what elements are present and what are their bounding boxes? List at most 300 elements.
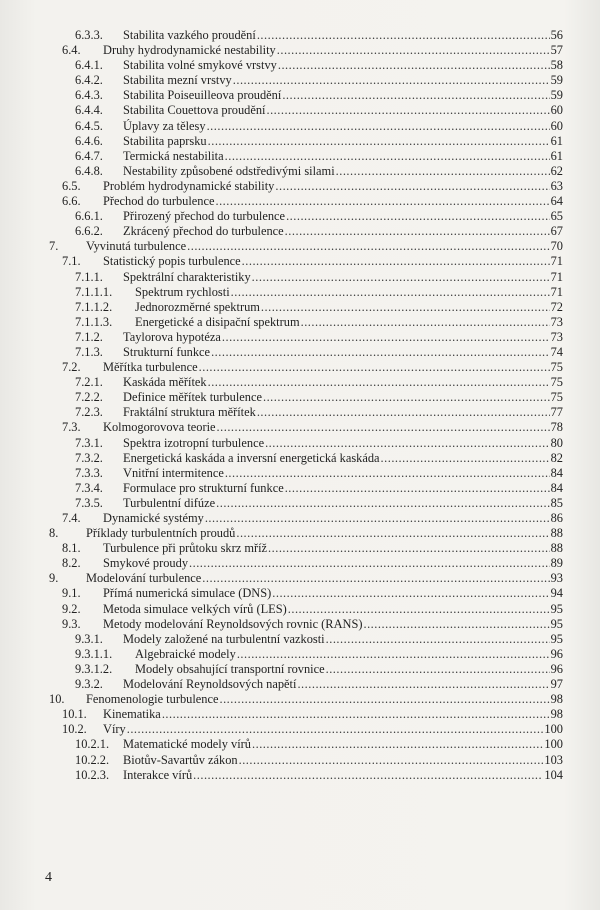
toc-entry <box>0 481 600 496</box>
toc-entry-line <box>135 315 563 330</box>
toc-dot-leader <box>242 254 550 269</box>
toc-dot-leader <box>268 541 550 556</box>
toc-entry-page: 75 <box>550 375 563 390</box>
toc-entry-number: 7.3.4. <box>75 480 103 495</box>
toc-entry <box>0 134 600 149</box>
toc-dot-leader <box>199 360 550 375</box>
toc-dot-leader <box>239 753 544 768</box>
toc-entry-title: Víry <box>103 722 126 737</box>
toc-dot-leader <box>263 390 550 405</box>
toc-dot-leader <box>236 526 549 541</box>
toc-entry <box>0 88 600 103</box>
toc-entry-number: 7.2.1. <box>75 375 103 390</box>
toc-dot-leader <box>233 73 550 88</box>
toc-entry-page: 88 <box>550 526 563 541</box>
toc-entry-page: 57 <box>550 43 563 58</box>
toc-entry <box>0 526 600 541</box>
toc-entry-number: 7.1.2. <box>75 329 103 344</box>
toc-entry-page: 104 <box>544 767 563 782</box>
toc-dot-leader <box>252 270 550 285</box>
toc-entry <box>0 58 600 73</box>
toc-entry <box>0 405 600 420</box>
toc-entry-number: 7.1.1.3. <box>75 314 113 329</box>
toc-entry-line <box>123 737 563 752</box>
toc-entry-line <box>123 149 563 164</box>
toc-entry-page: 77 <box>550 405 563 420</box>
toc-entry-page: 84 <box>550 465 563 480</box>
toc-entry-title: Stabilita Poiseuilleova proudění <box>123 88 282 103</box>
toc-entry-line <box>123 103 563 118</box>
toc-entry-line <box>103 254 563 269</box>
toc-entry-number: 9.3.1.1. <box>75 646 113 661</box>
toc-entry-line <box>103 511 563 526</box>
toc-entry <box>0 586 600 601</box>
toc-entry-number: 7.3.2. <box>75 450 103 465</box>
toc-dot-leader <box>272 586 549 601</box>
toc-entry <box>0 556 600 571</box>
toc-dot-leader <box>225 149 550 164</box>
toc-dot-leader <box>275 179 549 194</box>
toc-dot-leader <box>208 375 550 390</box>
toc-entry-line <box>103 722 563 737</box>
toc-entry-title: Nestability způsobené odstředivými silami <box>123 163 335 178</box>
toc-entry-line <box>103 556 563 571</box>
toc-entry-page: 82 <box>550 450 563 465</box>
toc-dot-leader <box>207 119 550 134</box>
toc-entry-page: 100 <box>544 737 563 752</box>
toc-entry-title: Problém hydrodynamické stability <box>103 178 275 193</box>
toc-dot-leader <box>211 345 550 360</box>
toc-entry-line <box>123 753 563 768</box>
toc-entry <box>0 647 600 662</box>
toc-entry-number: 7.2.2. <box>75 390 103 405</box>
toc-dot-leader <box>326 632 550 647</box>
toc-entry <box>0 707 600 722</box>
toc-entry <box>0 149 600 164</box>
toc-dot-leader <box>219 692 549 707</box>
toc-entry-title: Stabilita mezní vrstvy <box>123 73 232 88</box>
toc-entry-line <box>103 43 563 58</box>
toc-entry-number: 8.1. <box>62 541 81 556</box>
toc-entry-page: 98 <box>550 692 563 707</box>
page-number: 4 <box>45 870 52 885</box>
toc-entry-title: Energetické a disipační spektrum <box>135 314 300 329</box>
toc-dot-leader <box>381 451 550 466</box>
toc-dot-leader <box>363 617 549 632</box>
toc-entry-title: Formulace pro strukturní funkce <box>123 480 284 495</box>
toc-entry <box>0 466 600 481</box>
toc-entry-line <box>123 451 563 466</box>
toc-dot-leader <box>216 496 549 511</box>
toc-entry-number: 7.4. <box>62 511 81 525</box>
toc-entry <box>0 224 600 239</box>
toc-entry-title: Biotův-Savartův zákon <box>123 752 238 767</box>
toc-entry-page: 71 <box>550 254 563 269</box>
toc-entry-line <box>123 119 563 134</box>
toc-entry-line <box>123 768 563 783</box>
toc-entry-number: 7.3.5. <box>75 495 103 510</box>
toc-entry-number: 7.1.1.1. <box>75 284 113 299</box>
toc-entry-line <box>123 209 563 224</box>
toc-entry-title: Dynamické systémy <box>103 511 204 525</box>
toc-entry <box>0 239 600 254</box>
toc-entry-title: Energetická kaskáda a inversní energetická kaskáda <box>123 450 380 465</box>
toc-entry-page: 89 <box>550 556 563 571</box>
toc-entry <box>0 73 600 88</box>
toc-entry <box>0 43 600 58</box>
toc-entry-page: 59 <box>550 73 563 88</box>
toc-entry-line <box>123 164 563 179</box>
toc-entry-title: Metoda simulace velkých vírů (LES) <box>103 601 287 616</box>
toc-entry-title: Fenomenologie turbulence <box>86 692 219 707</box>
toc-entry-title: Modely obsahující transportní rovnice <box>135 661 325 676</box>
toc-entry-page: 63 <box>550 178 563 193</box>
toc-entry-number: 10.2.1. <box>75 737 110 752</box>
toc-entry-title: Modelování turbulence <box>86 571 202 586</box>
toc-entry-number: 7.1.3. <box>75 344 103 359</box>
toc-entry-number: 6.6.1. <box>75 209 103 224</box>
toc-dot-leader <box>205 511 550 526</box>
toc-entry-line <box>123 436 563 451</box>
toc-entry-line <box>135 285 563 300</box>
toc-dot-leader <box>202 571 549 586</box>
toc-entry <box>0 722 600 737</box>
toc-entry <box>0 285 600 300</box>
toc-entry-number: 6.4.3. <box>75 88 103 103</box>
toc-entry-page: 78 <box>550 420 563 435</box>
toc-entry-title: Spektra izotropní turbulence <box>123 435 265 450</box>
toc-entry-number: 7.1. <box>62 254 81 269</box>
toc-entry-page: 95 <box>550 616 563 631</box>
toc-entry-line <box>123 270 563 285</box>
toc-entry-number: 6.4.7. <box>75 148 103 163</box>
toc-entry-page: 61 <box>550 148 563 163</box>
toc-entry <box>0 662 600 677</box>
toc-entry <box>0 164 600 179</box>
toc-dot-leader <box>277 43 550 58</box>
toc-entry-page: 97 <box>550 677 563 692</box>
toc-entry-title: Turbulentní difúze <box>123 495 216 510</box>
toc-entry-number: 9.3.1.2. <box>75 661 113 676</box>
toc-entry <box>0 632 600 647</box>
toc-dot-leader <box>162 707 550 722</box>
toc-entry-title: Stabilita volné smykové vrstvy <box>123 58 277 73</box>
toc-entry-page: 103 <box>544 752 563 767</box>
toc-dot-leader <box>217 420 550 435</box>
toc-entry-number: 9. <box>49 571 59 586</box>
toc-entry-page: 58 <box>550 58 563 73</box>
toc-entry-page: 71 <box>550 284 563 299</box>
toc-entry-page: 67 <box>550 224 563 239</box>
toc-entry-title: Definice měřítek turbulence <box>123 390 262 405</box>
toc-entry-title: Měřítka turbulence <box>103 360 198 375</box>
toc-entry-line <box>123 632 563 647</box>
toc-entry-page: 72 <box>550 299 563 314</box>
toc-entry-page: 98 <box>550 707 563 722</box>
toc-entry-page: 75 <box>550 390 563 405</box>
toc-entry <box>0 209 600 224</box>
toc-entry-title: Interakce vírů <box>123 767 193 782</box>
toc-entry-title: Vyvinutá turbulence <box>86 239 187 254</box>
toc-entry-line <box>123 496 563 511</box>
toc-entry <box>0 360 600 375</box>
toc-entry-number: 7.3.1. <box>75 435 103 450</box>
toc-dot-leader <box>266 103 549 118</box>
toc-entry-title: Algebraické modely <box>135 646 236 661</box>
toc-entry <box>0 451 600 466</box>
toc-entry <box>0 103 600 118</box>
toc-dot-leader <box>225 466 550 481</box>
toc-entry <box>0 330 600 345</box>
toc-dot-leader <box>208 134 550 149</box>
toc-entry-number: 6.4. <box>62 43 81 58</box>
toc-entry-line <box>123 345 563 360</box>
toc-entry-title: Úplavy za tělesy <box>123 118 206 133</box>
toc-entry-number: 7.3.3. <box>75 465 103 480</box>
toc-entry-line <box>86 571 563 586</box>
toc-entry-page: 62 <box>550 163 563 178</box>
toc-entry-number: 6.6. <box>62 194 81 209</box>
toc-dot-leader <box>127 722 544 737</box>
toc-entry <box>0 375 600 390</box>
toc-entry-title: Statistický popis turbulence <box>103 254 241 269</box>
toc-dot-leader <box>297 677 549 692</box>
toc-entry-line <box>86 526 563 541</box>
toc-entry <box>0 571 600 586</box>
toc-entry <box>0 390 600 405</box>
toc-entry-number: 7.3. <box>62 420 81 435</box>
toc-entry-number: 6.4.5. <box>75 118 103 133</box>
toc-dot-leader <box>261 300 550 315</box>
table-of-contents <box>0 28 600 783</box>
toc-entry-page: 73 <box>550 329 563 344</box>
toc-dot-leader <box>288 602 550 617</box>
toc-entry-title: Stabilita vazkého proudění <box>123 28 256 42</box>
toc-entry-number: 7. <box>49 239 59 254</box>
toc-entry-number: 10.2.3. <box>75 767 110 782</box>
toc-entry-title: Druhy hydrodynamické nestability <box>103 43 276 58</box>
toc-entry-line <box>123 28 563 43</box>
toc-entry-number: 10.1. <box>62 707 87 722</box>
toc-entry-number: 9.1. <box>62 586 81 601</box>
toc-entry-line <box>103 707 563 722</box>
toc-entry-line <box>123 73 563 88</box>
toc-entry-page: 95 <box>550 631 563 646</box>
toc-entry-title: Metody modelování Reynoldsových rovnic (RANS) <box>103 616 363 631</box>
toc-entry-page: 95 <box>550 601 563 616</box>
toc-entry <box>0 496 600 511</box>
toc-entry-page: 94 <box>550 586 563 601</box>
toc-entry-page: 61 <box>550 133 563 148</box>
toc-entry-line <box>123 134 563 149</box>
toc-dot-leader <box>285 481 550 496</box>
toc-entry-title: Přirozený přechod do turbulence <box>123 209 286 224</box>
toc-entry-number: 6.5. <box>62 178 81 193</box>
toc-dot-leader <box>231 285 550 300</box>
toc-entry-number: 6.4.4. <box>75 103 103 118</box>
toc-entry-title: Modely založené na turbulentní vazkosti <box>123 631 325 646</box>
toc-entry-line <box>86 239 563 254</box>
toc-dot-leader <box>222 330 550 345</box>
toc-dot-leader <box>286 209 550 224</box>
toc-entry-title: Fraktální struktura měřítek <box>123 405 256 420</box>
toc-entry-number: 6.4.1. <box>75 58 103 73</box>
toc-entry-page: 65 <box>550 209 563 224</box>
toc-entry-title: Taylorova hypotéza <box>123 329 221 344</box>
toc-entry-line <box>123 88 563 103</box>
toc-entry <box>0 315 600 330</box>
toc-dot-leader <box>252 737 543 752</box>
toc-entry-title: Kinematika <box>103 707 161 722</box>
toc-entry <box>0 602 600 617</box>
toc-entry-page: 80 <box>550 435 563 450</box>
toc-entry-number: 7.1.1. <box>75 269 103 284</box>
toc-entry-line <box>123 466 563 481</box>
toc-entry-line <box>123 224 563 239</box>
toc-entry <box>0 194 600 209</box>
toc-dot-leader <box>257 405 550 420</box>
toc-entry-title: Kolmogorovova teorie <box>103 420 216 435</box>
toc-entry-line <box>123 375 563 390</box>
toc-entry-page: 74 <box>550 344 563 359</box>
toc-entry-line <box>123 405 563 420</box>
toc-entry <box>0 753 600 768</box>
toc-entry <box>0 300 600 315</box>
toc-entry-title: Jednorozměrné spektrum <box>135 299 260 314</box>
toc-entry <box>0 420 600 435</box>
toc-entry-number: 6.3.3. <box>75 28 103 42</box>
toc-entry-title: Spektrální charakteristiky <box>123 269 251 284</box>
toc-entry-line <box>103 541 563 556</box>
toc-entry <box>0 768 600 783</box>
toc-entry-number: 6.6.2. <box>75 224 103 239</box>
toc-entry-title: Strukturní funkce <box>123 344 211 359</box>
toc-entry <box>0 270 600 285</box>
toc-entry-line <box>135 647 563 662</box>
toc-entry <box>0 511 600 526</box>
toc-entry <box>0 617 600 632</box>
toc-entry-number: 7.1.1.2. <box>75 299 113 314</box>
toc-entry-title: Přechod do turbulence <box>103 194 215 209</box>
toc-dot-leader <box>215 194 549 209</box>
toc-entry-page: 86 <box>550 511 563 525</box>
toc-entry-page: 85 <box>550 495 563 510</box>
toc-dot-leader <box>278 58 550 73</box>
toc-entry-title: Přímá numerická simulace (DNS) <box>103 586 272 601</box>
toc-entry-number: 10. <box>49 692 65 707</box>
toc-entry-number: 9.3.1. <box>75 631 103 646</box>
toc-entry-title: Stabilita Couettova proudění <box>123 103 266 118</box>
toc-dot-leader <box>257 28 550 43</box>
toc-entry-page: 96 <box>550 661 563 676</box>
toc-entry-line <box>103 179 563 194</box>
toc-entry-line <box>103 617 563 632</box>
toc-entry-page: 64 <box>550 194 563 209</box>
toc-entry <box>0 737 600 752</box>
toc-entry-line <box>135 662 563 677</box>
toc-entry <box>0 677 600 692</box>
toc-entry-line <box>123 58 563 73</box>
toc-dot-leader <box>326 662 550 677</box>
toc-entry-number: 8. <box>49 526 59 541</box>
toc-entry-page: 96 <box>550 646 563 661</box>
toc-dot-leader <box>336 164 550 179</box>
toc-entry-title: Kaskáda měřítek <box>123 375 207 390</box>
toc-entry-number: 9.2. <box>62 601 81 616</box>
toc-dot-leader <box>301 315 550 330</box>
toc-entry-title: Modelování Reynoldsových napětí <box>123 677 297 692</box>
toc-entry-number: 9.3.2. <box>75 677 103 692</box>
toc-entry-page: 84 <box>550 480 563 495</box>
toc-entry-number: 10.2. <box>62 722 87 737</box>
toc-entry <box>0 345 600 360</box>
toc-entry-number: 6.4.6. <box>75 133 103 148</box>
toc-entry-page: 56 <box>550 28 563 42</box>
toc-entry-title: Smykové proudy <box>103 556 189 571</box>
toc-entry <box>0 28 600 43</box>
toc-entry-line <box>103 602 563 617</box>
toc-dot-leader <box>282 88 549 103</box>
toc-entry-page: 88 <box>550 541 563 556</box>
toc-entry-number: 10.2.2. <box>75 752 110 767</box>
toc-entry-number: 6.4.8. <box>75 163 103 178</box>
toc-entry-title: Termická nestabilita <box>123 148 224 163</box>
toc-dot-leader <box>285 224 550 239</box>
toc-entry-number: 8.2. <box>62 556 81 571</box>
toc-entry-line <box>123 330 563 345</box>
toc-entry-line <box>123 481 563 496</box>
toc-entry-line <box>135 300 563 315</box>
toc-entry-title: Spektrum rychlosti <box>135 284 230 299</box>
toc-entry-page: 71 <box>550 269 563 284</box>
toc-entry-page: 59 <box>550 88 563 103</box>
toc-entry-line <box>103 586 563 601</box>
toc-dot-leader <box>189 556 550 571</box>
toc-entry-title: Stabilita paprsku <box>123 133 207 148</box>
toc-entry-number: 7.2. <box>62 360 81 375</box>
toc-entry <box>0 692 600 707</box>
toc-entry-title: Vnitřní intermitence <box>123 465 224 480</box>
toc-entry-line <box>123 677 563 692</box>
toc-entry <box>0 179 600 194</box>
toc-entry <box>0 436 600 451</box>
toc-entry-page: 100 <box>544 722 563 737</box>
toc-entry <box>0 254 600 269</box>
toc-dot-leader <box>237 647 550 662</box>
toc-entry-number: 7.2.3. <box>75 405 103 420</box>
toc-entry-page: 60 <box>550 103 563 118</box>
toc-entry-page: 70 <box>550 239 563 254</box>
toc-entry-line <box>86 692 563 707</box>
toc-entry <box>0 119 600 134</box>
toc-entry-number: 9.3. <box>62 616 81 631</box>
toc-entry-page: 60 <box>550 118 563 133</box>
toc-entry-number: 6.4.2. <box>75 73 103 88</box>
toc-entry-title: Matematické modely vírů <box>123 737 251 752</box>
toc-entry-page: 73 <box>550 314 563 329</box>
toc-entry-line <box>103 360 563 375</box>
toc-entry-title: Příklady turbulentních proudů <box>86 526 236 541</box>
toc-entry-title: Zkrácený přechod do turbulence <box>123 224 284 239</box>
toc-entry-line <box>103 194 563 209</box>
toc-entry <box>0 541 600 556</box>
toc-entry-page: 75 <box>550 360 563 375</box>
toc-entry-line <box>123 390 563 405</box>
toc-entry-line <box>103 420 563 435</box>
toc-dot-leader <box>193 768 543 783</box>
toc-dot-leader <box>187 239 549 254</box>
toc-dot-leader <box>265 436 550 451</box>
